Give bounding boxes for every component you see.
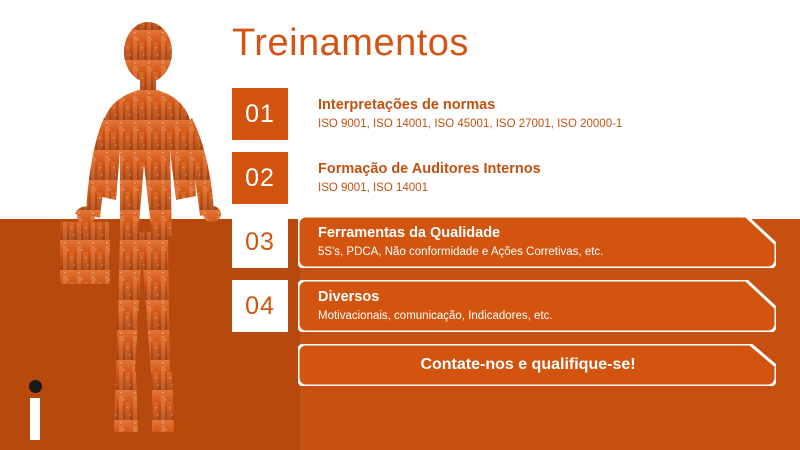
cta-label: Contate-nos e qualifique-se! — [420, 356, 636, 373]
item-text — [318, 280, 758, 332]
list-item[interactable] — [232, 88, 777, 140]
item-subtitle: Motivacionais, comunicação, Indicadores, etc. — [318, 309, 553, 322]
training-list — [232, 88, 777, 386]
item-number-badge: 02 — [232, 152, 288, 204]
item-bar[interactable] — [298, 88, 776, 140]
cta-row[interactable] — [232, 344, 777, 386]
item-bar[interactable] — [298, 216, 776, 268]
item-title: Interpretações de normas — [318, 97, 496, 114]
exclamation-bar — [30, 398, 40, 440]
list-item[interactable] — [232, 280, 777, 332]
silhouette-svg — [20, 0, 250, 450]
item-text — [318, 88, 758, 140]
item-bar[interactable] — [298, 152, 776, 204]
item-number-badge: 03 — [232, 216, 288, 268]
businessman-silhouette-graphic — [20, 0, 250, 450]
list-item[interactable] — [232, 216, 777, 268]
item-bar[interactable] — [298, 280, 776, 332]
exclamation-mark-graphic — [28, 380, 42, 440]
item-number-badge: 01 — [232, 88, 288, 140]
page-title: Treinamentos — [232, 22, 469, 64]
item-subtitle: 5S's, PDCA, Não conformidade e Ações Corretivas, etc. — [318, 245, 604, 258]
cta-bar[interactable] — [298, 344, 776, 386]
item-subtitle: ISO 9001, ISO 14001 — [318, 181, 428, 194]
exclamation-dot — [29, 380, 42, 393]
item-title: Diversos — [318, 289, 380, 306]
item-title: Formação de Auditores Internos — [318, 161, 541, 178]
item-number-badge: 04 — [232, 280, 288, 332]
item-text — [318, 216, 758, 268]
item-title: Ferramentas da Qualidade — [318, 225, 501, 242]
list-item[interactable] — [232, 152, 777, 204]
item-text — [318, 152, 758, 204]
item-subtitle: ISO 9001, ISO 14001, ISO 45001, ISO 27001, ISO 20000-1 — [318, 117, 623, 130]
